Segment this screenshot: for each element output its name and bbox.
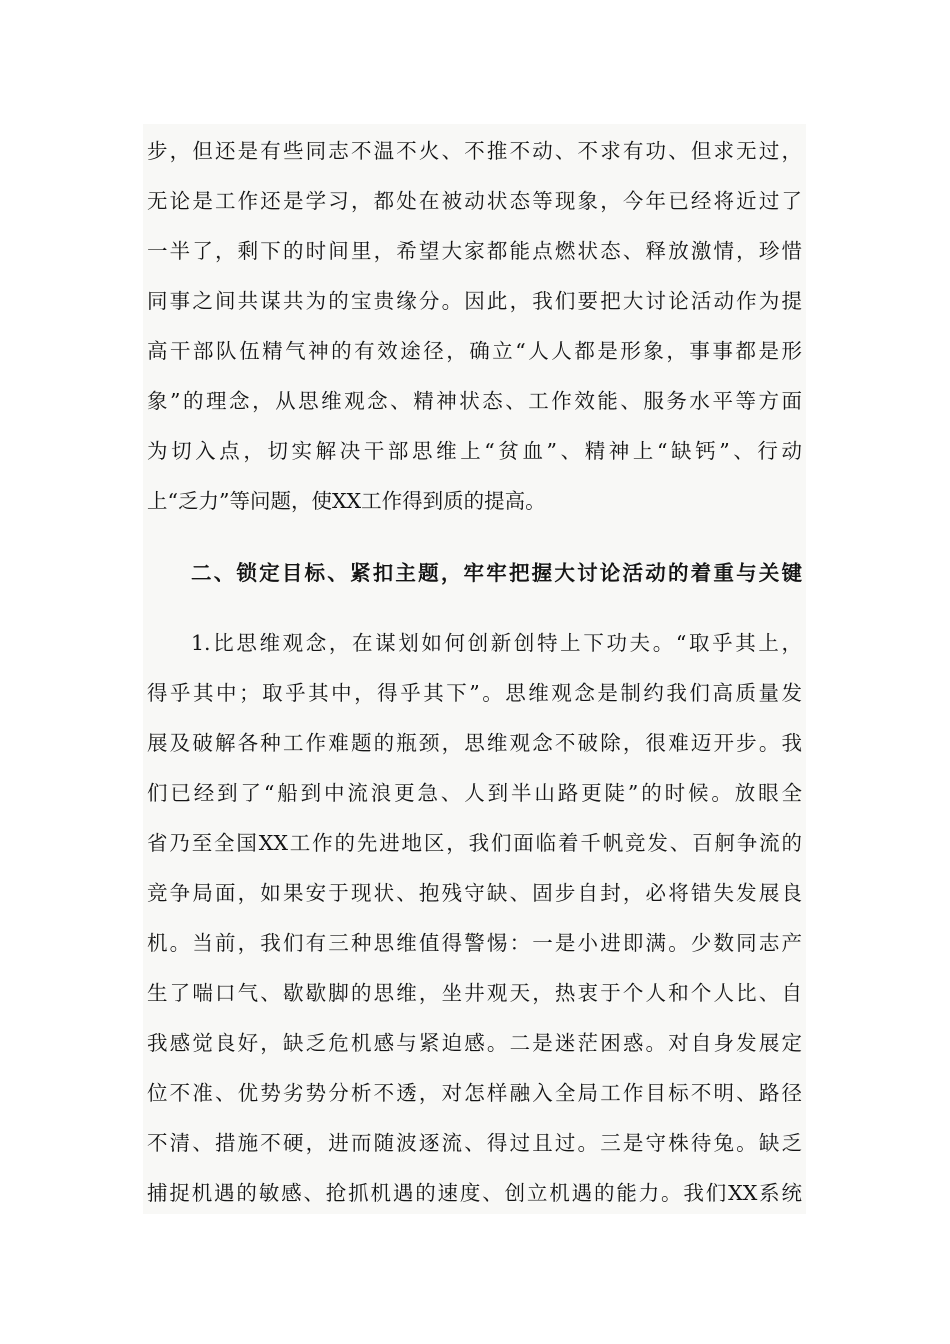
paragraph-line: 们已经到了“船到中流浪更急、人到半山路更陡”的时候。放眼全 [147,781,802,805]
paragraph-line: 上“乏力”等问题，使XX工作得到质的提高。 [147,489,546,513]
paragraph-line: 为切入点，切实解决干部思维上“贫血”、精神上“缺钙”、行动 [147,439,802,463]
section-heading: 二、锁定目标、紧扣主题，牢牢把握大讨论活动的着重与关键 [191,561,802,585]
paragraph-line: 捕捉机遇的敏感、抢抓机遇的速度、创立机遇的能力。我们XX系统 [147,1181,802,1205]
paragraph-line: 得乎其中；取乎其中，得乎其下”。思维观念是制约我们高质量发 [147,681,802,705]
paragraph-line: 象”的理念，从思维观念、精神状态、工作效能、服务水平等方面 [147,389,802,413]
paragraph-line: 步，但还是有些同志不温不火、不推不动、不求有功、但求无过， [147,139,802,163]
paragraph-line: 竞争局面，如果安于现状、抱残守缺、固步自封，必将错失发展良 [147,881,802,905]
paragraph-line: 展及破解各种工作难题的瓶颈，思维观念不破除，很难迈开步。我 [147,731,802,755]
paragraph-line: 高干部队伍精气神的有效途径，确立“人人都是形象，事事都是形 [147,339,802,363]
paragraph-line: 1.比思维观念，在谋划如何创新创特上下功夫。“取乎其上， [191,631,802,655]
document-text-block [143,124,806,1214]
paragraph-line: 生了喘口气、歇歇脚的思维，坐井观天，热衷于个人和个人比、自 [147,981,802,1005]
paragraph-line: 机。当前，我们有三种思维值得警惕：一是小进即满。少数同志产 [147,931,802,955]
paragraph-line: 一半了，剩下的时间里，希望大家都能点燃状态、释放激情，珍惜 [147,239,802,263]
paragraph-line: 无论是工作还是学习，都处在被动状态等现象，今年已经将近过了 [147,189,802,213]
paragraph-line: 省乃至全国XX工作的先进地区，我们面临着千帆竞发、百舸争流的 [147,831,802,855]
paragraph-line: 同事之间共谋共为的宝贵缘分。因此，我们要把大讨论活动作为提 [147,289,802,313]
paragraph-line: 位不准、优势劣势分析不透，对怎样融入全局工作目标不明、路径 [147,1081,802,1105]
paragraph-line: 不清、措施不硬，进而随波逐流、得过且过。三是守株待兔。缺乏 [147,1131,802,1155]
paragraph-line: 我感觉良好，缺乏危机感与紧迫感。二是迷茫困惑。对自身发展定 [147,1031,802,1055]
